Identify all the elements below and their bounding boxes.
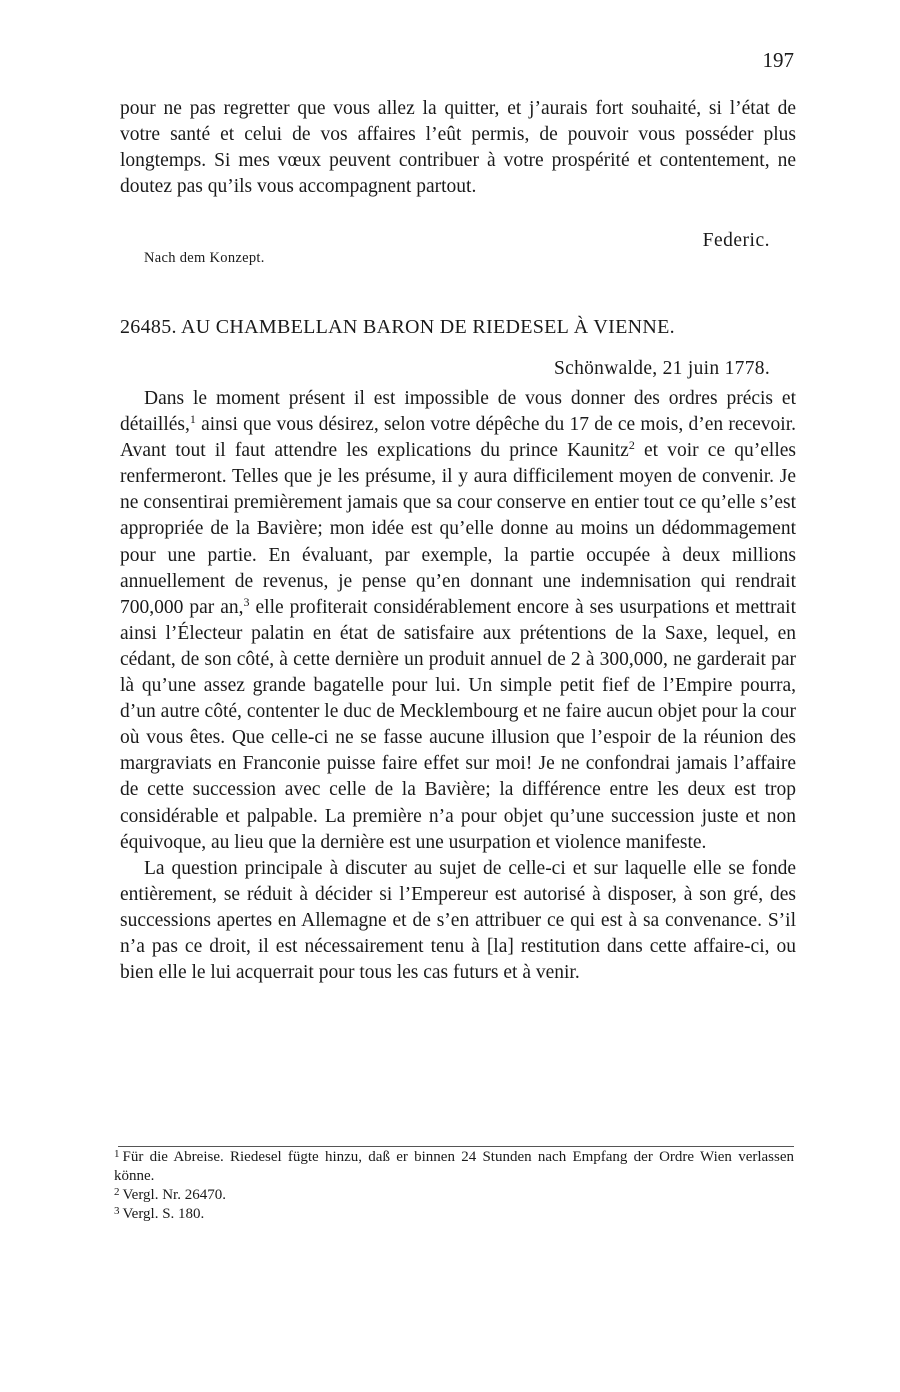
footnote-2 bbox=[114, 1186, 794, 1205]
footnote-2-text: Vergl. Nr. 26470. bbox=[122, 1187, 226, 1203]
p1-part-b: ainsi que vous désirez, selon votre dépêche du 17 de ce mois, d’en recevoir. Avant tout il faut attendre les explications du prince Kaunitz bbox=[120, 414, 796, 462]
letter-heading: 26485. AU CHAMBELLAN BARON DE RIEDESEL À VIENNE. bbox=[120, 316, 675, 338]
footnote-ref-3: 3 bbox=[243, 594, 250, 609]
footnote-2-mark: 2 bbox=[114, 1186, 120, 1198]
footnote-rule bbox=[118, 1146, 794, 1147]
p1-part-a: Dans le moment présent il est impossible de vous donner des ordres précis et détaillés, bbox=[120, 388, 796, 436]
letter-paragraph-2: La question principale à discuter au sujet de celle-ci et sur laquelle elle se fonde entièrement, se réduit à décider si l’Empereur est autorisé à disposer, à son gré, des successions apertes en Allemagne et de s’en attribuer ce qui est à sa convenance. S’il n’a pas ce droit, il est nécessairement tenu à [la] restitution dans cette affaire-ci, ou bien elle le lui acquerrait pour tous les cas futurs et à venir. bbox=[120, 857, 796, 984]
footnote-3-mark: 3 bbox=[114, 1205, 120, 1217]
place-date: Schönwalde, 21 juin 1778. bbox=[553, 358, 770, 379]
p1-part-c: et voir ce qu’elles renfermeront. Telles que je les présume, il y aura difficilement moyen de convenir. Je ne consentirai premièrement jamais que sa cour conserve en entier tout ce qu’elle s’est appropriée de la Bavière; mon idée est qu’elle donne au moins un dédommagement pour une partie. En évaluant, par exemple, la partie occupée à deux millions annuellement de revenus, je pense qu’en donnant une indemnisation qui rendrait 700,000 par an, bbox=[120, 440, 796, 618]
footnotes bbox=[114, 1148, 794, 1224]
footnote-3-text: Vergl. S. 180. bbox=[122, 1206, 205, 1222]
previous-letter-paragraph: pour ne pas regretter que vous allez la quitter, et j’aurais fort souhaité, si l’état de votre santé et celui de vos affaires l’eût permis, de pouvoir vous posséder plus longtemps. Si mes vœux peuvent contribuer à votre prospérité et contentement, ne doutez pas qu’ils vous accompagnent partout. bbox=[120, 98, 796, 197]
previous-letter-text bbox=[120, 96, 796, 200]
footnote-1-text: Für die Abreise. Riedesel fügte hinzu, daß er binnen 24 Stunden nach Empfang der Ordre Wien verlassen könne. bbox=[114, 1149, 794, 1184]
footnote-1 bbox=[114, 1148, 794, 1186]
page-number: 197 bbox=[762, 48, 794, 72]
footnote-ref-2: 2 bbox=[628, 438, 635, 453]
signature: Federic. bbox=[702, 230, 770, 251]
letter-body bbox=[120, 386, 796, 986]
footnote-3 bbox=[114, 1205, 794, 1224]
footnote-ref-1: 1 bbox=[189, 412, 196, 427]
letter-paragraph-1 bbox=[120, 386, 796, 856]
p1-part-d: elle profiterait considérablement encore à ses usurpations et mettrait ainsi l’Électeur palatin en état de satisfaire aux prétentions de la Saxe, lequel, en cédant, de son côté, à cette dernière un produit annuel de 2 à 300,000, ne garderait par là qu’une assez grande bagatelle pour lui. Un simple petit fief de l’Empire pourra, d’un autre côté, contenter le duc de Mecklembourg et ne faire aucun objet pour la cour où vous êtes. Que celle-ci ne se fasse aucune illusion que l’espoir de la réunion des margraviats en Franconie puisse faire effet sur moi! Je ne confondrai jamais l’affaire de cette succession avec celle de la Bavière; la différence entre les deux est trop considérable et palpable. La première n’a pour objet qu’une succession juste et non équivoque, au lieu que la dernière est une usurpation et violence manifeste. bbox=[120, 596, 796, 853]
footnote-1-mark: 1 bbox=[114, 1148, 120, 1160]
source-note: Nach dem Konzept. bbox=[144, 250, 265, 266]
